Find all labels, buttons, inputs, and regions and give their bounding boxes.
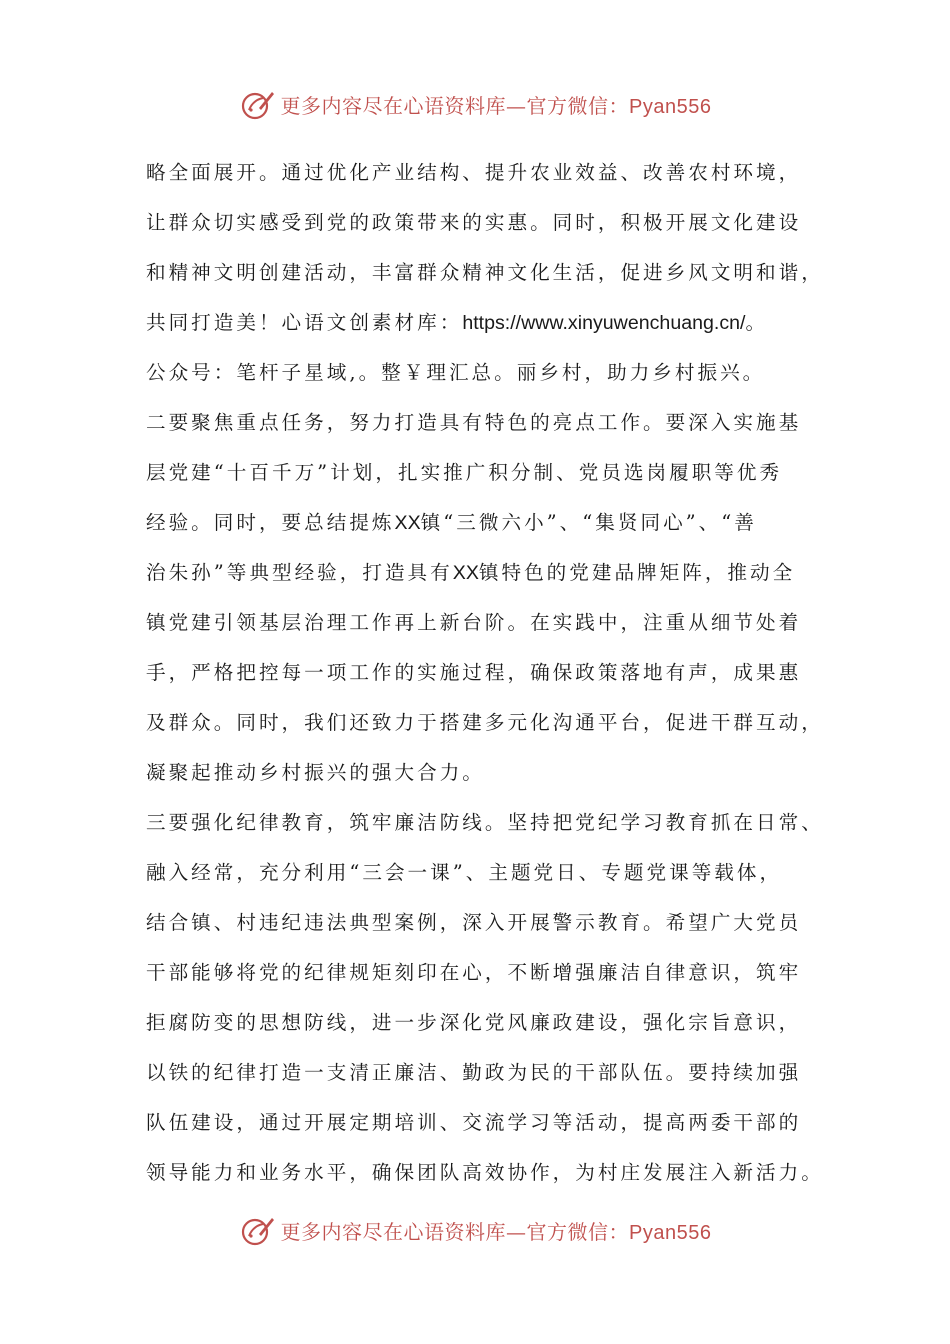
text-line: 手，严格把控每一项工作的实施过程，确保政策落地有声，成果惠 (146, 661, 802, 684)
footer-wechat-id: Pyan556 (629, 1221, 712, 1244)
latin-run: XX (452, 562, 479, 584)
latin-run: https://www.xinyuwenchuang.cn/ (462, 312, 746, 334)
pen-logo-icon (239, 86, 275, 122)
footer-watermark-banner (0, 1210, 950, 1250)
footer-watermark-text: 更多内容尽在心语资料库—官方微信：Pyan556 (280, 1219, 712, 1244)
latin-run: XX (394, 512, 421, 534)
text-line: 二要聚焦重点任务，努力打造具有特色的亮点工作。要深入实施基 (146, 411, 802, 434)
text-line: 层党建“十百千万”计划，扎实推广积分制、党员选岗履职等优秀 (146, 461, 783, 484)
header-wechat-id: Pyan556 (629, 95, 712, 118)
document-body (146, 148, 836, 1198)
text-line: 及群众。同时，我们还致力于搭建多元化沟通平台，促进干群互动， (146, 711, 824, 734)
text-line: 结合镇、村违纪违法典型案例，深入开展警示教育。希望广大党员 (146, 911, 802, 934)
text-line: 略全面展开。通过优化产业结构、提升农业效益、改善农村环境， (146, 161, 802, 184)
header-watermark-text: 更多内容尽在心语资料库—官方微信：Pyan556 (280, 93, 712, 118)
footer-watermark-inner (239, 1212, 712, 1248)
pen-logo-icon (239, 1212, 275, 1248)
text-line: 让群众切实感受到党的政策带来的实惠。同时，积极开展文化建设 (146, 211, 802, 234)
text-line: 镇党建引领基层治理工作再上新台阶。在实践中，注重从细节处着 (146, 611, 802, 634)
text-line: 治朱孙”等典型经验，打造具有XX镇特色的党建品牌矩阵，推动全 (146, 561, 796, 584)
text-line: 领导能力和业务水平，确保团队高效协作，为村庄发展注入新活力。 (146, 1161, 824, 1184)
text-line: 三要强化纪律教育，筑牢廉洁防线。坚持把党纪学习教育抓在日常、 (146, 811, 824, 834)
text-line: 公众号：笔杆子星域,。整￥理汇总。丽乡村，助力乡村振兴。 (146, 361, 766, 384)
text-line: 融入经常，充分利用“三会一课”、主题党日、专题党课等载体， (146, 861, 783, 884)
text-line: 凝聚起推动乡村振兴的强大合力。 (146, 761, 485, 784)
text-line: 共同打造美！心语文创素材库：https://www.xinyuwenchuang.cn/。 (146, 311, 769, 334)
header-watermark-banner (0, 84, 950, 124)
text-line: 拒腐防变的思想防线，进一步深化党风廉政建设，强化宗旨意识， (146, 1011, 802, 1034)
text-line: 经验。同时，要总结提炼XX镇“三微六小”、“集贤同心”、“善 (146, 511, 757, 534)
text-line: 和精神文明创建活动，丰富群众精神文化生活，促进乡风文明和谐， (146, 261, 824, 284)
text-line: 队伍建设，通过开展定期培训、交流学习等活动，提高两委干部的 (146, 1111, 802, 1134)
text-line: 以铁的纪律打造一支清正廉洁、勤政为民的干部队伍。要持续加强 (146, 1061, 802, 1084)
text-line: 干部能够将党的纪律规矩刻印在心，不断增强廉洁自律意识，筑牢 (146, 961, 802, 984)
header-watermark-inner (239, 86, 712, 122)
